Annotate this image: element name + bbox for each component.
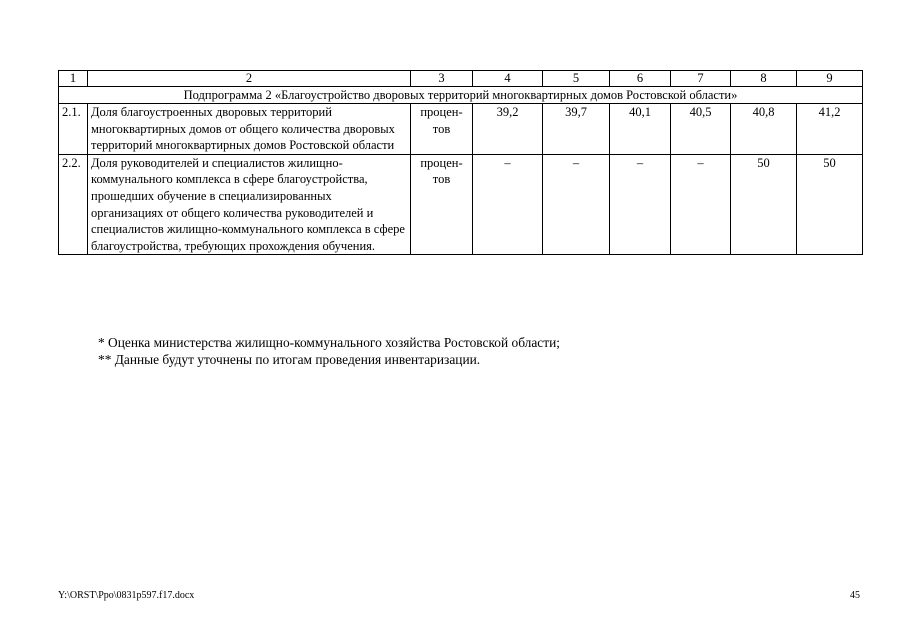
value-cell: 41,2 <box>797 104 863 155</box>
footnotes <box>98 334 560 369</box>
footnote: * Оценка министерства жилищно-коммунального хозяйства Ростовской области; <box>98 335 560 350</box>
column-number: 4 <box>473 71 543 87</box>
file-path: Y:\ORST\Ppo\0831p597.f17.docx <box>58 590 195 601</box>
value-cell: 50 <box>731 154 797 255</box>
indicator-name: Доля руководителей и специалистов жилищно-коммунального комплекса в сфере благоустройства, прошедших обучение в специализированных организациях от общего количества руководителей и специалистов жилищно-коммунального комплекса в сфере благоустройства, требующих прохождения обучения. <box>88 154 411 255</box>
subprogram-title: Подпрограмма 2 «Благоустройство дворовых территорий многоквартирных домов Ростовской области» <box>59 87 863 104</box>
value-cell: 39,2 <box>473 104 543 155</box>
column-number-row <box>59 71 863 87</box>
column-number: 8 <box>731 71 797 87</box>
value-cell: 40,8 <box>731 104 797 155</box>
value-cell: 50 <box>797 154 863 255</box>
row-number: 2.1. <box>59 104 88 155</box>
footnote: ** Данные будут уточнены по итогам проведения инвентаризации. <box>98 352 481 368</box>
value-cell: – <box>543 154 610 255</box>
value-cell: – <box>671 154 731 255</box>
value-cell: 39,7 <box>543 104 610 155</box>
column-number: 3 <box>411 71 473 87</box>
indicator-name: Доля благоустроенных дворовых территорий многоквартирных домов от общего количества дворовых территорий многоквартирных домов Ростовской области <box>88 104 411 155</box>
value-cell: – <box>473 154 543 255</box>
column-number: 7 <box>671 71 731 87</box>
unit-cell: процен-тов <box>411 154 473 255</box>
table-row <box>59 104 863 155</box>
page-number: 45 <box>850 590 860 601</box>
column-number: 9 <box>797 71 863 87</box>
value-cell: 40,5 <box>671 104 731 155</box>
subprogram-row <box>59 87 863 104</box>
row-number: 2.2. <box>59 154 88 255</box>
value-cell: 40,1 <box>610 104 671 155</box>
value-cell: – <box>610 154 671 255</box>
unit-cell: процен-тов <box>411 104 473 155</box>
table-row <box>59 154 863 255</box>
column-number: 1 <box>59 71 88 87</box>
column-number: 6 <box>610 71 671 87</box>
column-number: 5 <box>543 71 610 87</box>
column-number: 2 <box>88 71 411 87</box>
indicators-table <box>58 70 863 255</box>
